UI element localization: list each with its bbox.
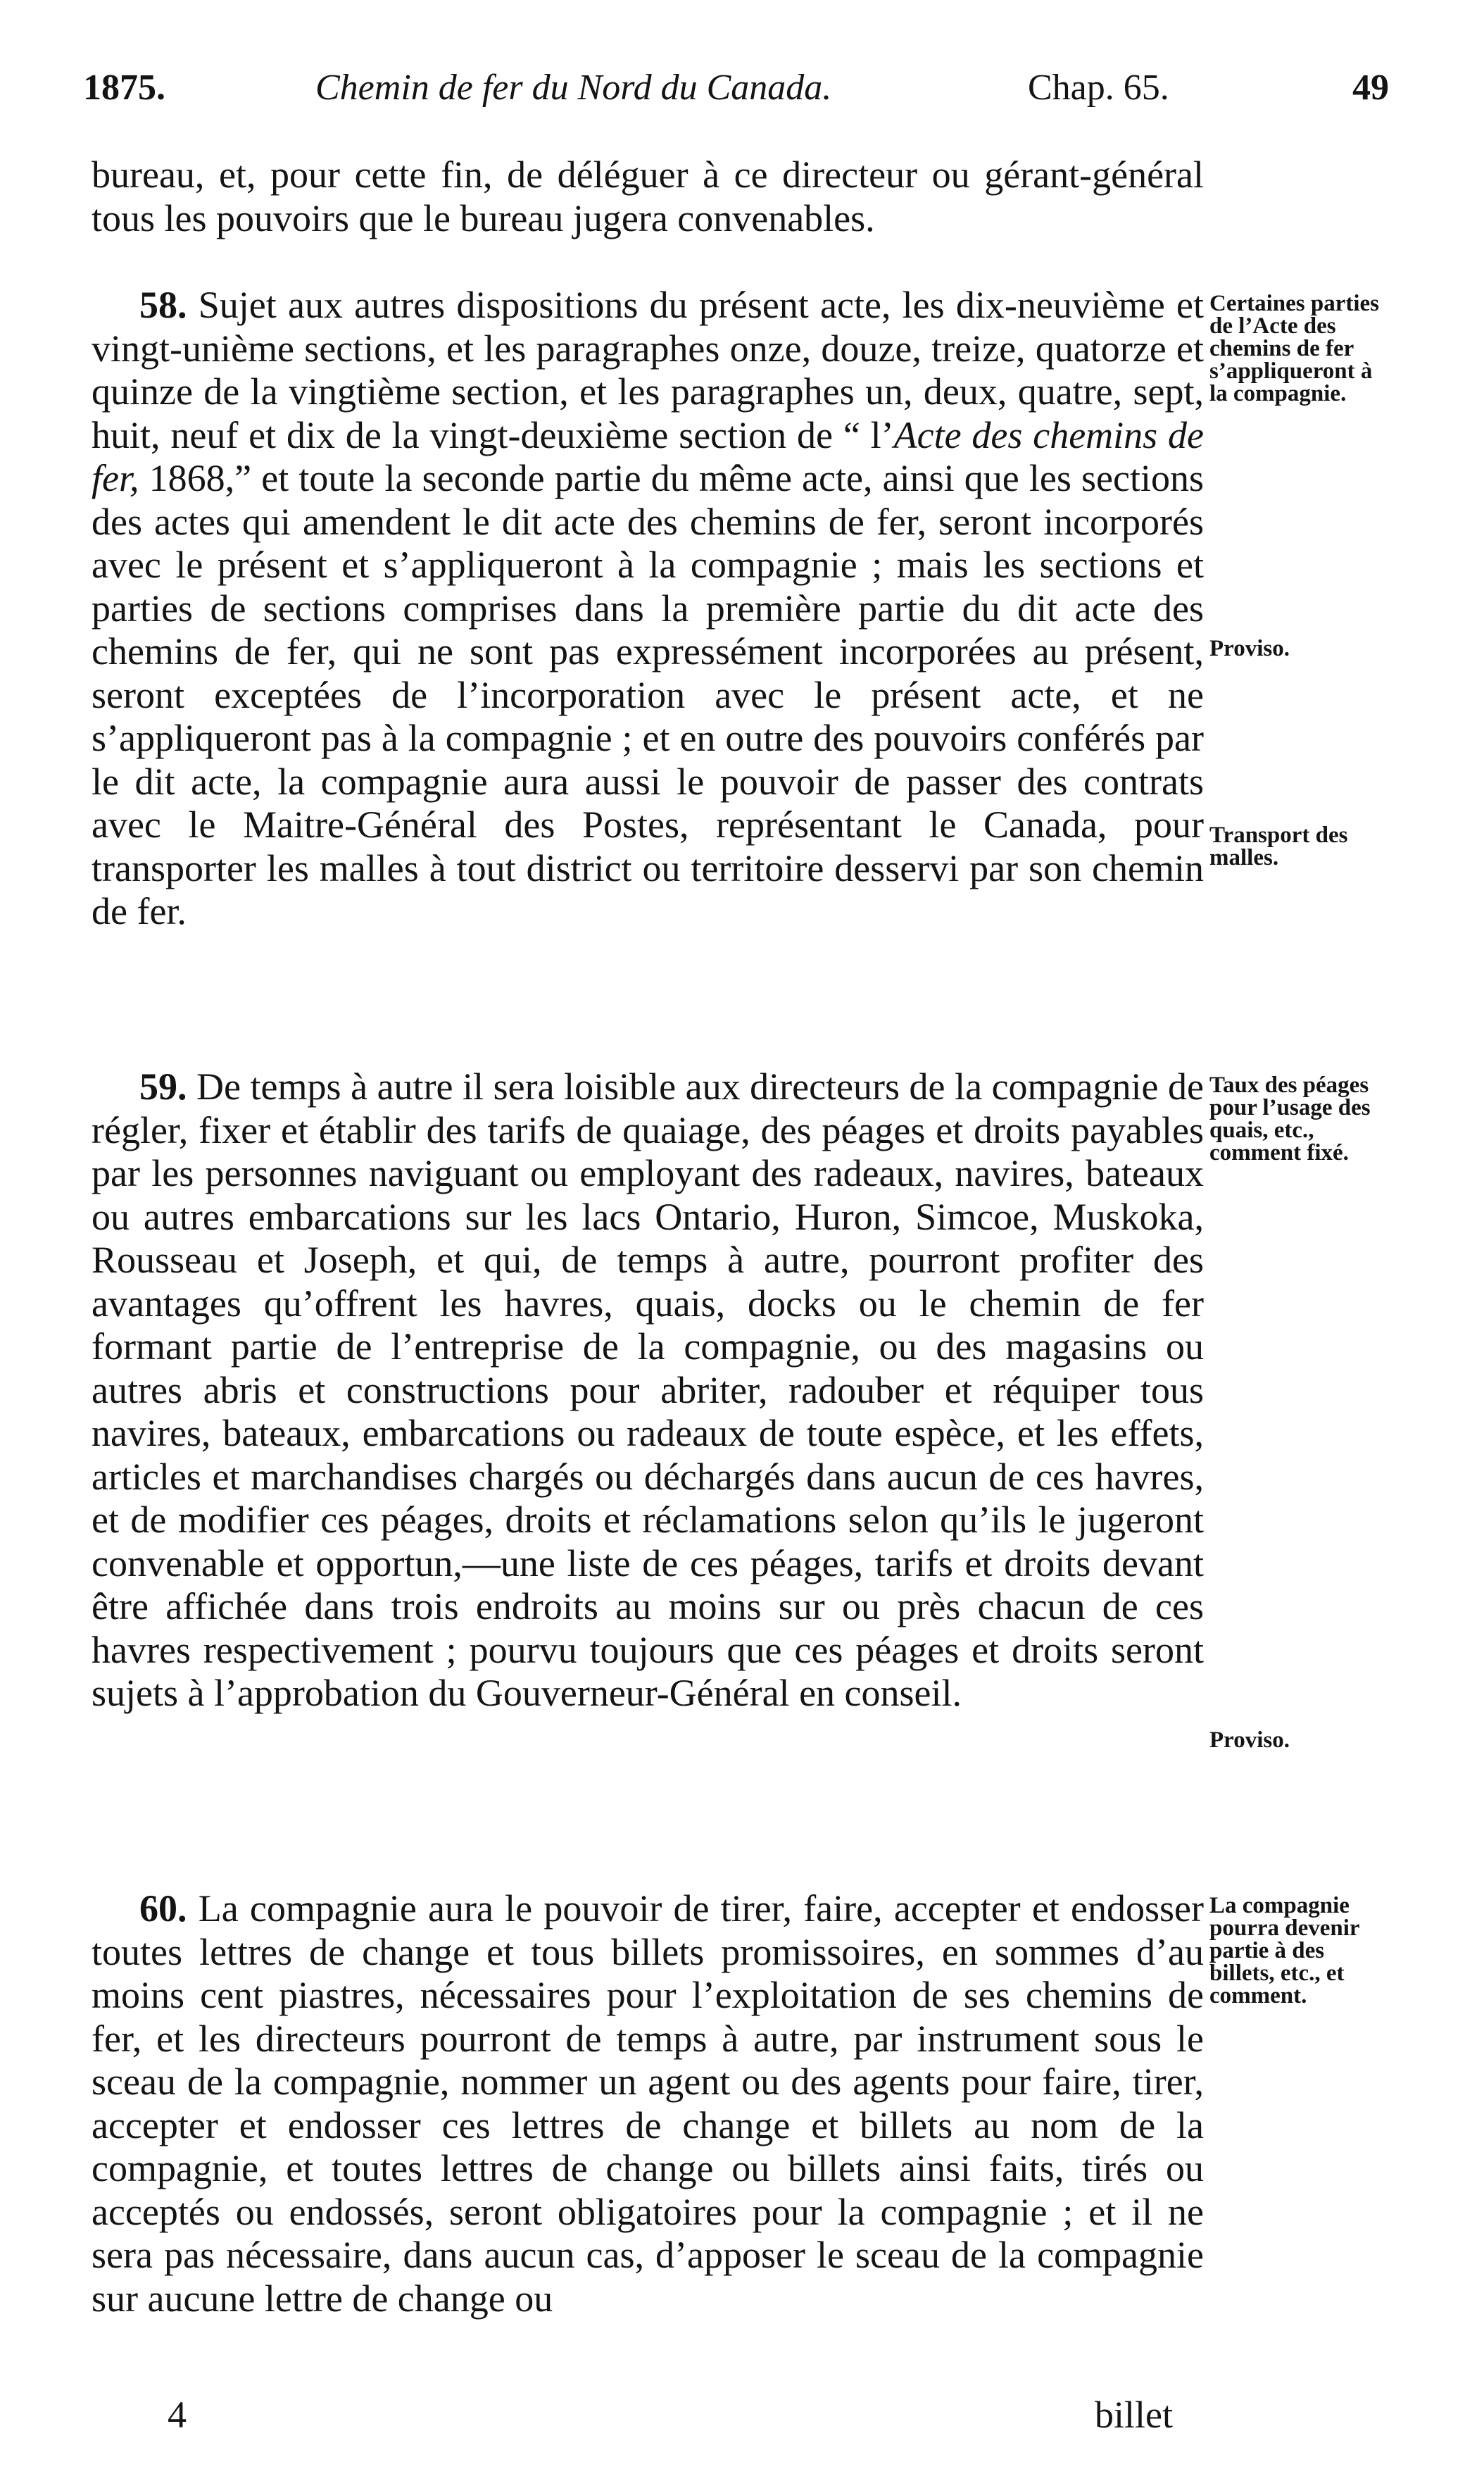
continuation-paragraph — [92, 154, 1204, 240]
marginal-note-proviso-1: Proviso. — [1209, 636, 1290, 661]
catchword: billet — [1095, 2394, 1173, 2436]
signature-mark: 4 — [168, 2394, 187, 2436]
section-58-number: 58. — [139, 284, 187, 326]
marginal-note-proviso-2: Proviso. — [1209, 1727, 1290, 1753]
section-59-number: 59. — [139, 1065, 187, 1108]
marginal-note-quay-tolls: Taux des péages pour l’usage des quais, etc., comment fixé. — [1209, 1073, 1371, 1165]
section-60-text: La compagnie aura le pouvoir de tirer, faire, accepter et endosser toutes lettres de change et tous billets promissoires, en sommes d’au moins cent piastres, nécessaires pour l’exploitation de ses chemins de fer, et les directeurs pourront de temps à autre, par instrument sous le sceau de la compagnie, nommer un agent ou des agents pour faire, tirer, accepter et endosser ces lettres de change et billets au nom de la compagnie, et toutes lettres de change ou billets ainsi faits, tirés ou acceptés ou endossés, seront obligatoires pour la compagnie ; et il ne sera pas nécessaire, dans aucun cas, d’apposer le sceau de la compagnie sur aucune lettre de change ou — [92, 1887, 1204, 2320]
continuation-text: bureau, et, pour cette fin, de déléguer à ce directeur ou gérant-général tous les pouvoirs que le bureau jugera convenables. — [92, 154, 1204, 239]
marginal-note-bills: La compagnie pourra devenir partie à des billets, etc., et comment. — [1209, 1893, 1359, 2008]
section-60-number: 60. — [139, 1887, 187, 1930]
header-year: 1875. — [83, 68, 165, 108]
act-title: Acte des chemins de fer, — [92, 413, 1204, 499]
section-60 — [92, 1887, 1204, 2320]
marginal-note-railway-acts: Certaines parties de l’Acte des chemins de fer s’appliqueront à la compagnie. — [1209, 291, 1380, 406]
running-header — [83, 67, 1389, 116]
header-chapter: Chap. 65. — [1028, 68, 1169, 108]
section-58-text-a: Sujet aux autres dispositions du présent acte, les dix-neuvième et vingt-unième sections, et les paragraphes onze, douze, treize, quatorze et quinze de la vingtième section, et les paragraphes un, deux, quatre, sept, huit, neuf et dix de la vingt-deuxième section de “ l’ — [92, 284, 1204, 456]
header-title: Chemin de fer du Nord du Canada. — [315, 68, 832, 108]
section-59-text: De temps à autre il sera loisible aux directeurs de la compagnie de régler, fixer et établir des tarifs de quaiage, des péages et droits payables par les personnes naviguant ou employant des radeaux, navires, bateaux ou autres embarcations sur les lacs Ontario, Huron, Simcoe, Muskoka, Rousseau et Joseph, et qui, de temps à autre, pourront profiter des avantages qu’offrent les havres, quais, docks ou le chemin de fer formant partie de l’entreprise de la compagnie, ou des magasins ou autres abris et constructions pour abriter, radouber et réquiper tous navires, bateaux, embarcations ou radeaux de toute espèce, et les effets, articles et marchandises chargés ou déchargés dans aucun de ces havres, et de modifier ces péages, droits et réclamations selon qu’ils le jugeront convenable et opportun,—une liste de ces péages, tarifs et droits devant être affichée dans trois endroits au moins sur ou près chacun de ces havres respectivement ; pourvu toujours que ces péages et droits seront sujets à l’approbation du Gouverneur-Général en conseil. — [92, 1065, 1204, 1714]
section-58 — [92, 284, 1204, 934]
section-58-text-b: 1868,” et toute la seconde partie du même acte, ainsi que les sections des actes qui amendent le dit acte des chemins de fer, seront incorporés avec le présent et s’appliqueront à la compagnie ; mais les sections et parties de sections comprises dans la première partie du dit acte des chemins de fer, qui ne sont pas expressément incorporées au présent, seront exceptées de l’incorporation avec le présent acte, et ne s’appliqueront pas à la compagnie ; et en outre des pouvoirs conférés par le dit acte, la compagnie aura aussi le pouvoir de passer des contrats avec le Maitre-Général des Postes, représentant le Canada, pour transporter les malles à tout district ou territoire desservi par son chemin de fer. — [92, 457, 1204, 932]
marginal-note-mail-transport: Transport des malles. — [1209, 823, 1348, 870]
section-59 — [92, 1065, 1204, 1715]
page-number: 49 — [1352, 68, 1389, 108]
